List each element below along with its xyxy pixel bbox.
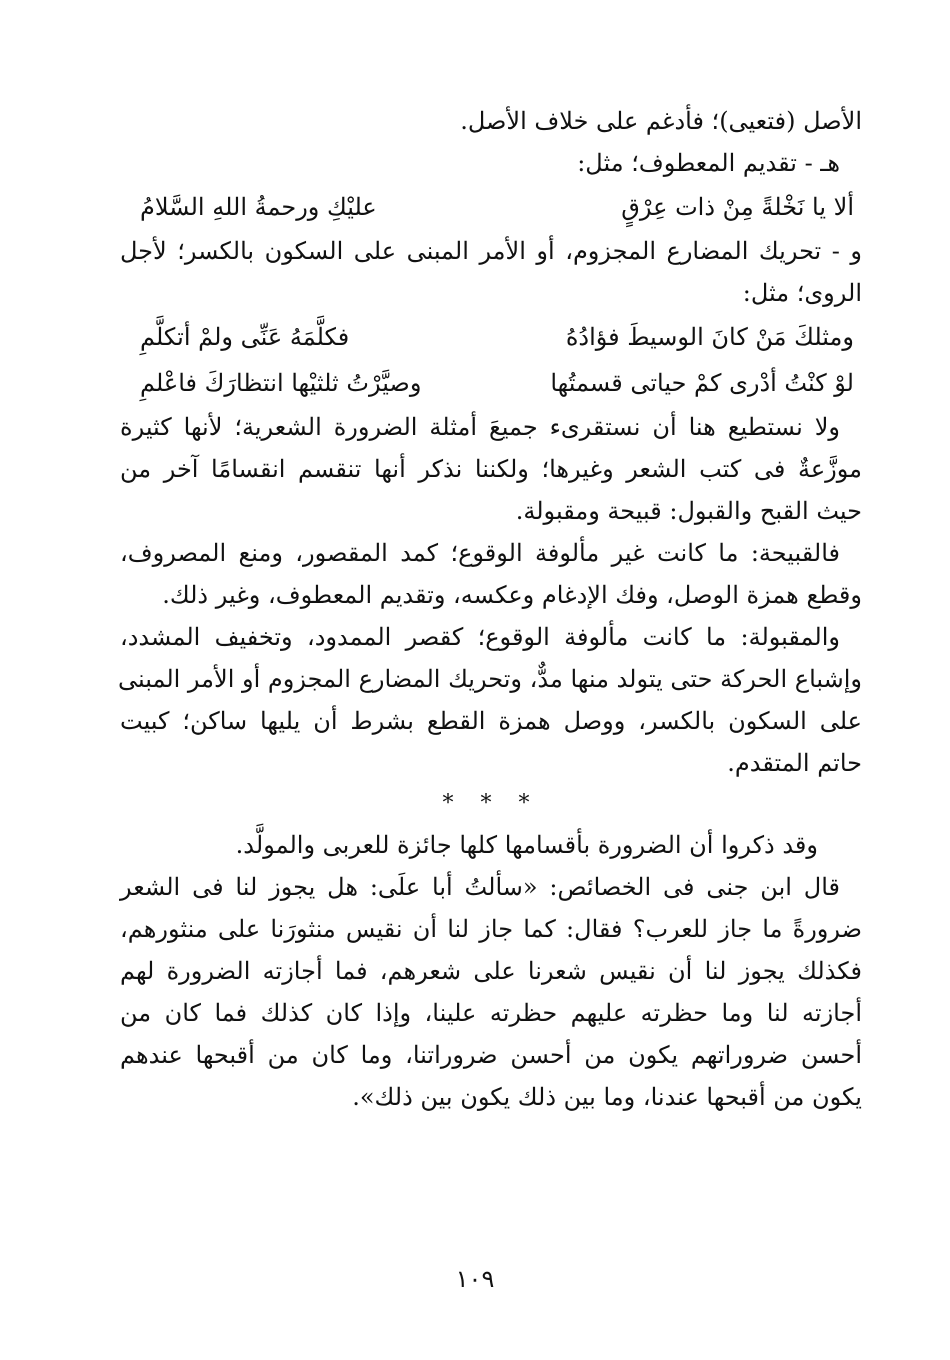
verse-2-first-hemistich: ومثلكَ مَنْ كانَ الوسيطَ فؤادُهُ (565, 323, 854, 351)
paragraph-line: حاتم المتقدم. (727, 749, 862, 777)
page-number: ١٠٩ (455, 1265, 495, 1293)
quote-line: أحسن ضروراتهم يكون من أحسن ضروراتنا، وما كان من أقبحها عندهم (120, 1041, 862, 1069)
quote-line: يكون من أقبحها عندنا، وما بين ذلك يكون بين ذلك». (352, 1083, 862, 1111)
paragraph-line: حيث القبح والقبول: قبيحة ومقبولة. (515, 497, 862, 525)
text-line: الأصل (فتعيى)؛ فأدغم على خلاف الأصل. (460, 107, 862, 135)
section-heading-f: و - تحريك المضارع المجزوم، أو الأمر المبنى على السكون بالكسر؛ لأجل (120, 237, 862, 265)
quote-line: أجازته لنا وما حظرته عليهم حظرته علينا، وإذا كان كذلك فما كان من (120, 999, 862, 1027)
paragraph-line: وقطع همزة الوصل، وفك الإدغام وعكسه، وتقديم المعطوف، وغير ذلك. (162, 581, 862, 609)
verse-1-first-hemistich: ألا يا نَخْلةً مِنْ ذات عِرْقٍ (621, 193, 854, 221)
section-divider-stars: * * * (442, 791, 540, 816)
verse-2 (120, 314, 862, 360)
main-text (117, 100, 862, 1118)
paragraph-line: والمقبولة: ما كانت مألوفة الوقوع؛ كقصر الممدود، وتخفيف المشدد، (120, 623, 840, 651)
section-heading-e: هـ - تقديم المعطوف؛ مثل: (577, 149, 840, 177)
verse-3-first-hemistich: لوْ كنْتُ أدْرى كمْ حياتى قسمتُها (550, 369, 854, 397)
paragraph-line: وقد ذكروا أن الضرورة بأقسامها كلها جائزة للعربى والمولَّد. (235, 831, 818, 859)
verse-1 (120, 184, 862, 230)
verse-3-second-hemistich: وصيَّرْتُ ثلثيْها انتظارَكَ فاعْلمِ (140, 369, 422, 397)
verse-3 (120, 360, 862, 406)
paragraph-line: موزَّعةٌ فى كتب الشعر وغيرها؛ ولكننا نذكر أنها تنقسم انقسامًا آخر من (120, 455, 862, 483)
paragraph-line: فالقبيحة: ما كانت غير مألوفة الوقوع؛ كمد المقصور، ومنع المصروف، (120, 539, 840, 567)
quote-line: قال ابن جنى فى الخصائص: «سألتُ أبا علَى: هل يجوز لنا فى الشعر (120, 873, 840, 901)
paragraph-line: وإشباع الحركة حتى يتولد منها مدٌّ، وتحريك المضارع المجزوم أو الأمر المبنى (117, 665, 862, 693)
paragraph-line: على السكون بالكسر، ووصل همزة القطع بشرط أن يليها ساكن؛ كبيت (120, 707, 862, 735)
quote-line: ضرورةً ما جاز للعرب؟ فقال: كما جاز لنا أن نقيس منثورَنا على منثورهم، (120, 915, 862, 943)
verse-1-second-hemistich: عليْكِ ورحمةُ اللهِ السَّلامُ (140, 193, 377, 221)
quote-line: فكذلك يجوز لنا أن نقيس شعرنا على شعرهم، فما أجازته الضرورة لهم (120, 957, 862, 985)
text-line: الروى؛ مثل: (742, 279, 862, 307)
verse-2-second-hemistich: فكلَّمَهُ عَنِّى ولمْ أتكلَّمِ (140, 323, 350, 351)
paragraph-line: ولا نستطيع هنا أن نستقرىء جميعَ أمثلة الضرورة الشعرية؛ لأنها كثيرة (120, 413, 840, 441)
